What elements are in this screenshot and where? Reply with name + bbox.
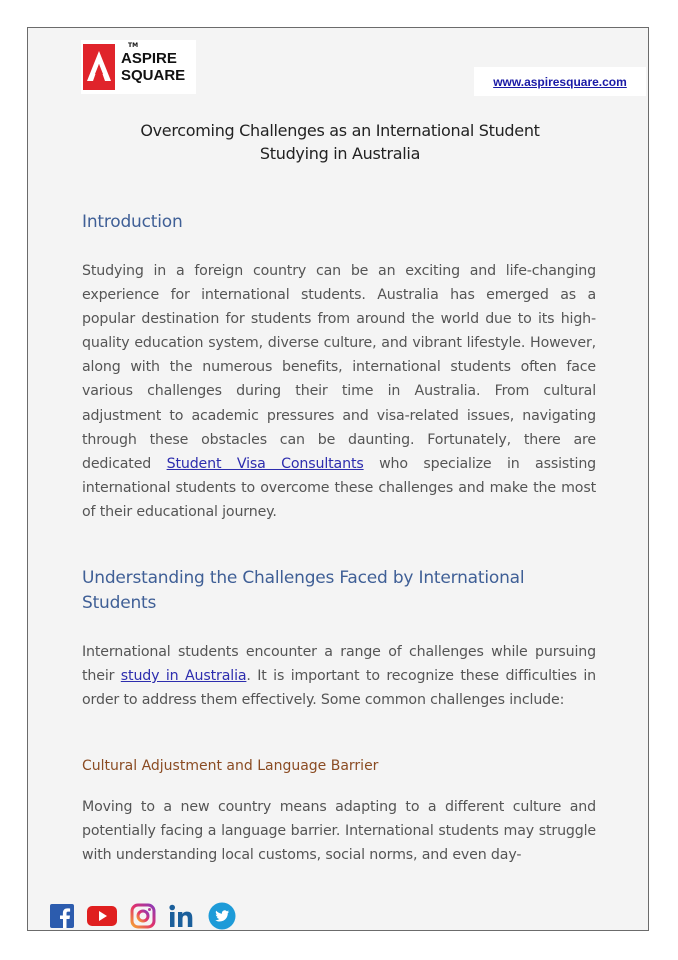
website-box	[474, 67, 646, 96]
cultural-adjustment-paragraph: Moving to a new country means adapting to a different culture and potentially facing a language barrier. International students may struggle with understanding local customs, social norms, and even day-	[82, 799, 596, 864]
document-title	[110, 119, 570, 165]
logo-line-2: SQUARE	[121, 67, 186, 84]
cultural-adjustment-heading: Cultural Adjustment and Language Barrier	[82, 758, 379, 774]
twitter-icon[interactable]	[208, 902, 236, 934]
introduction-heading: Introduction	[82, 212, 183, 232]
youtube-icon[interactable]	[87, 905, 117, 931]
website-link[interactable]: www.aspiresquare.com	[493, 74, 627, 89]
challenges-text-after: . It is important to recognize these difficulties in order to address them effectively. Some common challenges include:	[82, 668, 597, 709]
facebook-icon[interactable]	[50, 904, 74, 932]
challenges-heading-line-1: Understanding the Challenges Faced by International	[82, 568, 525, 588]
aspire-square-logo[interactable]	[81, 40, 196, 94]
intro-text-after: who specialize in assisting international students to overcome these challenges and make the most of their educational journey.	[82, 455, 597, 520]
instagram-icon[interactable]	[130, 903, 156, 933]
study-in-australia-link[interactable]: study in Australia	[120, 668, 247, 685]
logo-mark-icon	[83, 44, 115, 90]
social-icons-bar	[50, 902, 236, 934]
intro-text-before: Studying in a foreign country can be an exciting and life-changing experience for international students. Australia has emerged as a popular destination for students from around the world due to its high-quality education system, diverse culture, and vibrant lifestyle. However, along with the numerous benefits, international students often face various challenges during their time in Australia. From cultural adjustment to academic pressures and visa-related issues, navigating through these obstacles can be daunting. Fortunately, there are dedicated	[82, 263, 596, 472]
logo-line-1: ASPIRE	[121, 50, 177, 67]
logo-trademark: TM	[128, 42, 139, 49]
title-line-1: Overcoming Challenges as an International Student	[140, 121, 540, 140]
introduction-paragraph	[82, 259, 596, 524]
challenges-paragraph	[82, 640, 596, 712]
challenges-text-before: International students encounter a range of challenges while pursuing their	[82, 644, 596, 685]
title-line-2: Studying in Australia	[259, 144, 421, 163]
linkedin-icon[interactable]	[169, 904, 195, 932]
student-visa-consultants-link[interactable]: Student Visa Consultants	[166, 455, 364, 472]
logo-wordmark	[121, 50, 185, 84]
challenges-heading	[82, 566, 524, 616]
challenges-heading-line-2: Students	[82, 593, 157, 613]
